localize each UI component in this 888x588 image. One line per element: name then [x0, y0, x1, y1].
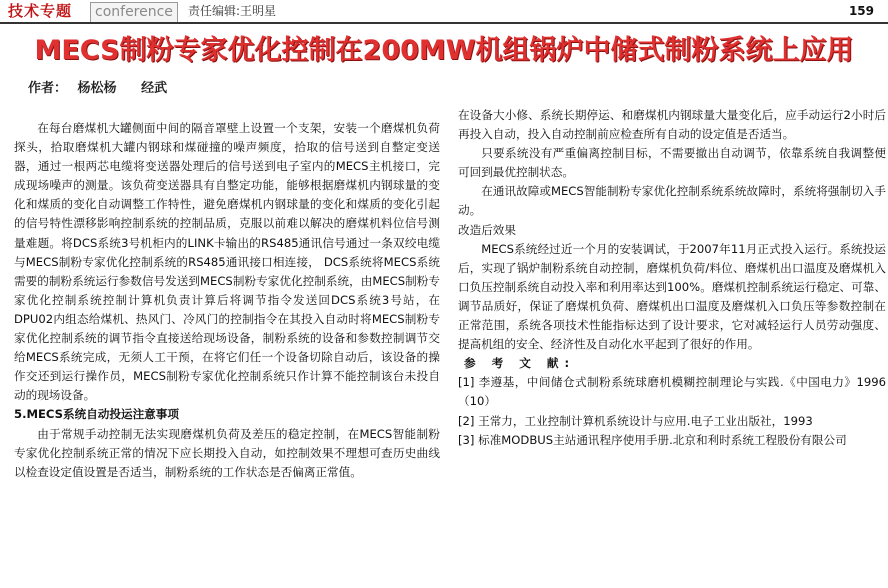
header-divider: [0, 22, 888, 24]
body-paragraph: 由于常规手动控制无法实现磨煤机负荷及差压的稳定控制，在MECS智能制粉专家优化控制系统正常的情况下应长期投入自动，如控制效果不理想可查历史曲线以检查设定值设置是否适当，制粉系统的工作状态是否偏离正常值。: [14, 426, 440, 479]
conference-tag: conference: [90, 2, 178, 23]
author-label: 作者：: [28, 81, 68, 96]
section-heading: 改造后效果: [458, 222, 516, 237]
body-paragraph: 在通讯故障或MECS智能制粉专家优化控制系统系统故障时，系统将强制切入手动。: [458, 184, 886, 218]
section-heading: 5.MECS系统自动投运注意事项: [14, 407, 179, 422]
author-name: 杨松杨: [77, 81, 117, 96]
reference-item: [2] 王常力，工业控制计算机系统设计与应用.电子工业出版社，1993: [458, 413, 813, 428]
section-tag: 技术专题: [8, 2, 73, 20]
references-heading: 参 考 文 献:: [464, 356, 576, 371]
left-column: [14, 119, 440, 482]
author-line: [28, 80, 173, 98]
body-paragraph: 在每台磨煤机大罐侧面中间的隔音罩壁上设置一个支架，安装一个磨煤机负荷探头，拾取磨煤机大罐内钢球和煤碰撞的噪声频度，拾取的信号送到自整定变送器，通过一根两芯电缆将变送器处理后的信号送到电子室内的MECS主机接口，完成现场噪声的测量。该负荷变送器具有自整定功能，能够根据磨煤机内钢球量的变化和煤质的变化自动调整工作特性，避免磨煤机内钢球量的变化和煤质的变化引起的信号特性漂移影响控制系统的控制品质，克服以前难以解决的磨煤机料位信号测量难题。将DCS系统3号机柜内的LINK卡输出的RS485通讯信号通过一条双绞电缆与MECS制粉专家优化控制系统的RS485通讯接口相连接， DCS系统将MECS系统需要的制粉系统运行参数信号发送到MECS制粉专家优化控制系统，由MECS制粉专家优化控制系统控制计算机负责计算后将调节指令发送回DCS系统3号站，在DPU02内组态给煤机、热风门、冷风门的控制指令在其投入自动时将MECS制粉专家优化控制系统的调节指令直接送给现场设备，制粉系统的设备和参数控制调节交给MECS系统完成，无须人工干预，在将它们任一个设备切除自动后，该设备的操作交还到运行操作员，MECS制粉专家优化控制系统只作计算不能控制该台未投自动的现场设备。: [14, 121, 440, 403]
body-paragraph: 只要系统没有严重偏离控制目标，不需要撤出自动调节，依靠系统自我调整便可回到最优控制状态。: [458, 146, 886, 180]
body-paragraph: 在设备大小修、系统长期停运、和磨煤机内钢球量大量变化后，应手动运行2小时后再投入自动，投入自动控制前应检查所有自动的设定值是否适当。: [458, 108, 886, 142]
author-name: 经武: [141, 81, 168, 96]
body-paragraph: MECS系统经过近一个月的安装调试，于2007年11月正式投入运行。系统投运后，实现了锅炉制粉系统自动控制，磨煤机负荷/料位、磨煤机出口温度及磨煤机入口负压控制系统自动投入率和利用率达到100%。磨煤机控制系统运行稳定、可靠、调节品质好，保证了磨煤机负荷、磨煤机出口温度及磨煤机入口负压等参数控制在正常范围，系统各项技术性能指标达到了设计要求，它对减轻运行人员劳动强度、提高机组的安全、经济性及自动化水平起到了很好的作用。: [458, 241, 886, 352]
article-title: MECS制粉专家优化控制在200MW机组锅炉中储式制粉系统上应用: [34, 35, 854, 66]
page-header: [0, 0, 888, 22]
page-number: 159: [848, 4, 874, 18]
right-column: [458, 106, 886, 450]
reference-item: [3] 标准MODBUS主站通讯程序使用手册.北京和利时系统工程股份有限公司: [458, 432, 847, 447]
reference-item: [1] 李遵基，中间储仓式制粉系统球磨机模糊控制理论与实践.《中国电力》1996（10）: [458, 375, 886, 409]
editor-credit: 责任编辑:王明星: [188, 4, 277, 18]
